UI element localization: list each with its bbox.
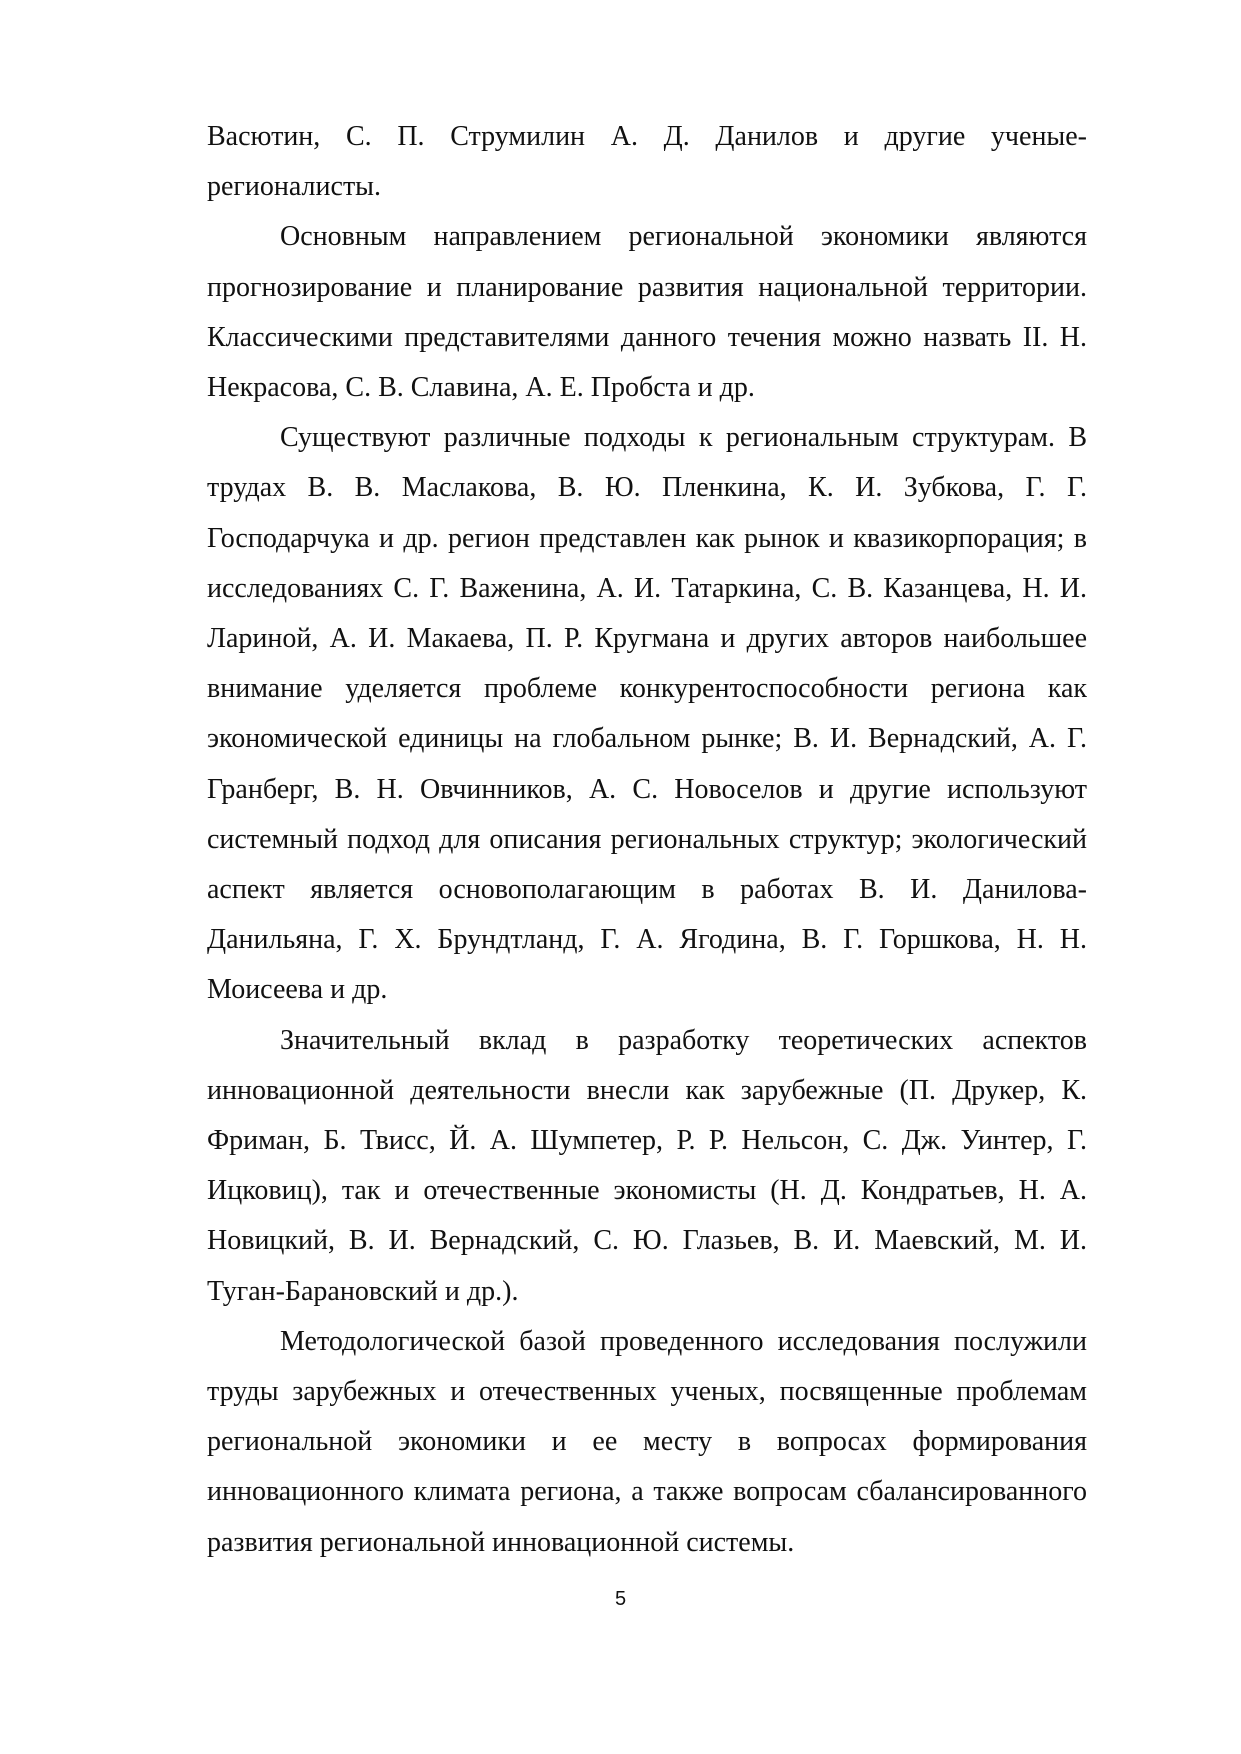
paragraph-methodological-base: Методологической базой проведенного исследования послужили труды зарубежных и отечественных ученых, посвященные проблемам региональной экономики и ее месту в вопросах формирования инновационного климата региона, а также вопросам сбалансированного развития региональной инновационной системы. — [207, 1325, 1087, 1558]
paragraph-regional-structures-approaches: Существуют различные подходы к региональным структурам. В трудах В. В. Маслакова, В. Ю. Пленкина, К. И. Зубкова, Г. Г. Господарчука и др. регион представлен как рынок и квазикорпорация; в исследованиях С. Г. Важенина, А. И. Татаркина, С. В. Казанцева, Н. И. Лариной, А. И. Макаева, П. Р. Кругмана и других авторов наибольшее внимание уделяется проблеме конкурентоспособности региона как экономической единицы на глобальном рынке; В. И. Вернадский, А. Г. Гранберг, В. Н. Овчинников, А. С. Новоселов и другие используют системный подход для описания региональных структур; экологический аспект является основополагающим в работах В. И. Данилова-Данильяна, Г. Х. Брундтланд, Г. А. Ягодина, В. Г. Горшкова, Н. Н. Моисеева и др. — [207, 422, 1087, 1006]
paragraph-regional-economics-direction: Основным направлением региональной экономики являются прогнозирование и планирование развития национальной территории. Классическими представителями данного течения можно назвать II. Н. Некрасова, С. В. Славина, А. Е. Пробста и др. — [207, 221, 1087, 404]
paragraph-innovation-theory-contribution: Значительный вклад в разработку теоретических аспектов инновационной деятельности внесли как зарубежные (П. Друкер, К. Фриман, Б. Твисс, Й. А. Шумпетер, Р. Р. Нельсон, С. Дж. Уинтер, Г. Ицковиц), так и отечественные экономисты (Н. Д. Кондратьев, Н. А. Новицкий, В. И. Вернадский, С. Ю. Глазьев, В. И. Маевский, М. И. Туган-Барановский и др.). — [207, 1024, 1087, 1307]
paragraph-continuation: Васютин, С. П. Струмилин А. Д. Данилов и другие ученые-регионалисты. — [207, 121, 1087, 203]
page-number: 5 — [614, 1588, 627, 1610]
document-body — [207, 112, 1087, 1568]
